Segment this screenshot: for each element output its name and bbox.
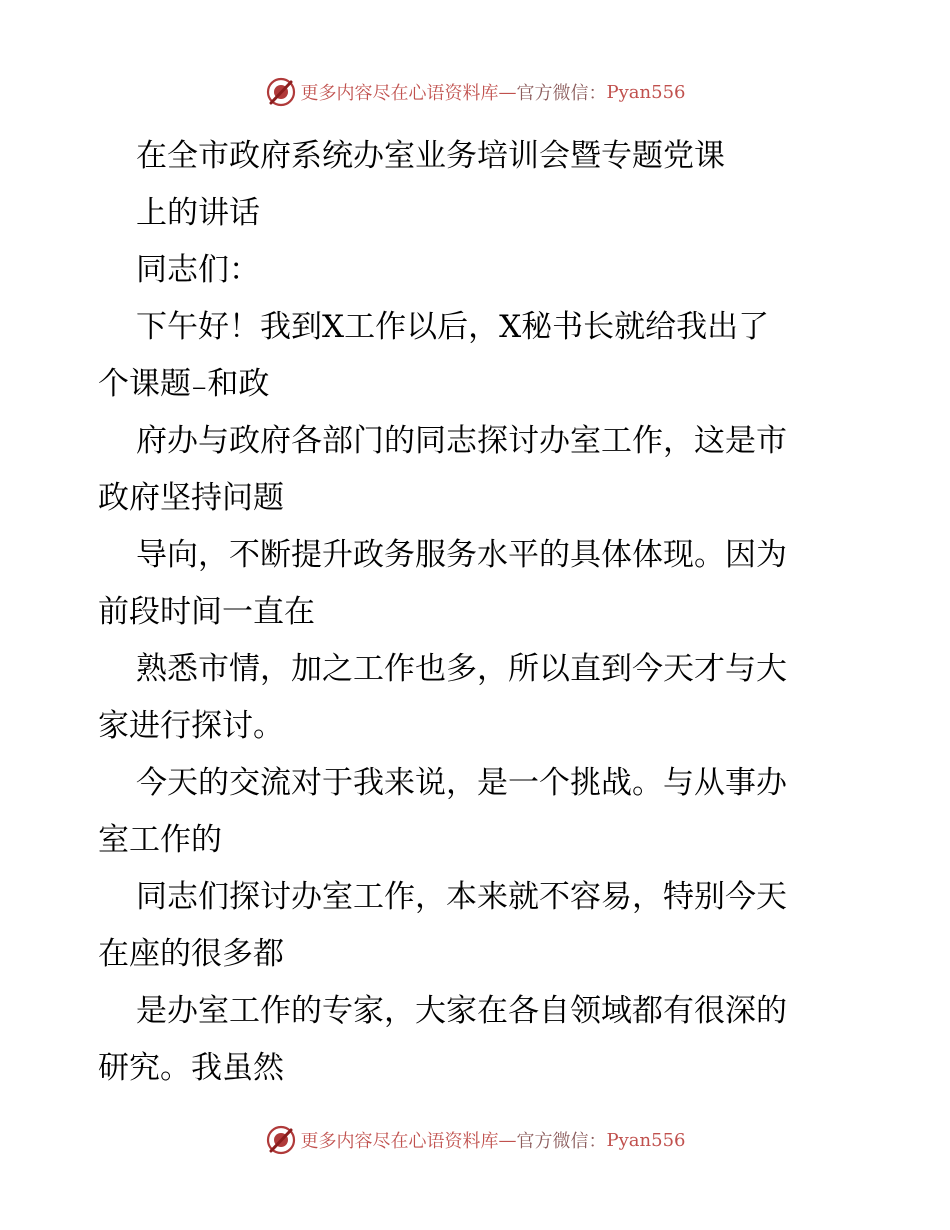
paragraph-line: 政府坚持问题 [98,480,284,516]
paragraph-line: 导向，不断提升政务服务水平的具体体现。因为 [136,537,787,573]
paragraph-line: 在座的很多都 [98,936,284,972]
paragraph-line: 下午好！我到X工作以后，X秘书长就给我出了 [136,309,770,345]
banner-separator: — [498,1129,517,1151]
salutation: 同志们： [136,252,260,288]
banner-wechat-label: 官方微信： [516,1131,607,1152]
banner-prefix: 更多内容尽在心语资料库 [300,83,499,104]
paragraph-line: 个课题₋和政 [98,366,270,402]
banner-wechat-id: Pyan556 [606,81,686,103]
logo-icon [265,76,297,108]
header-banner [0,72,950,112]
title-line-2: 上的讲话 [136,195,260,231]
paragraph-line: 府办与政府各部门的同志探讨办室工作，这是市 [136,423,787,459]
paragraph-line: 前段时间一直在 [98,594,315,630]
footer-banner [0,1120,950,1160]
banner-wechat-id: Pyan556 [606,1129,686,1151]
paragraph-line: 熟悉市情，加之工作也多，所以直到今天才与大 [136,651,787,687]
paragraph-line: 研究。我虽然 [98,1050,284,1086]
paragraph-line: 室工作的 [98,822,222,858]
document-body [98,128,858,1097]
banner-wechat-label: 官方微信： [516,83,607,104]
banner-prefix: 更多内容尽在心语资料库 [300,1131,499,1152]
paragraph-line: 同志们探讨办室工作，本来就不容易，特别今天 [136,879,787,915]
paragraph-line: 家进行探讨。 [98,708,284,744]
banner-separator: — [498,81,517,103]
paragraph-line: 今天的交流对于我来说，是一个挑战。与从事办 [136,765,787,801]
paragraph-line: 是办室工作的专家，大家在各自领域都有很深的 [136,993,787,1029]
logo-icon [265,1124,297,1156]
title-line-1: 在全市政府系统办室业务培训会暨专题党课 [136,138,725,174]
